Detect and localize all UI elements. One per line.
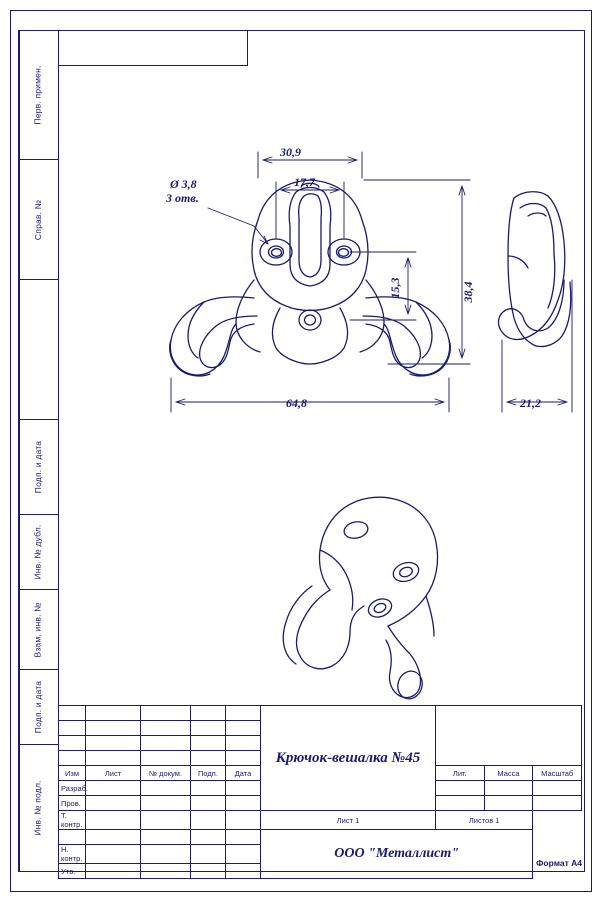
tb-empty bbox=[86, 751, 141, 766]
tb-empty bbox=[226, 796, 261, 811]
tb-empty bbox=[226, 781, 261, 796]
side-cell-blank-1 bbox=[18, 280, 58, 420]
tb-empty bbox=[59, 751, 86, 766]
tb-header-masshtab: Масштаб bbox=[533, 766, 582, 781]
tb-empty bbox=[59, 706, 86, 721]
tb-role-razrab: Разраб. bbox=[59, 781, 86, 796]
dim-width-mount: 30,9 bbox=[280, 145, 301, 159]
tb-empty bbox=[141, 830, 191, 845]
tb-empty bbox=[191, 830, 226, 845]
tb-empty bbox=[86, 796, 141, 811]
tb-empty bbox=[191, 796, 226, 811]
dim-depth-side: 21,2 bbox=[520, 396, 541, 410]
tb-value-massa bbox=[484, 781, 533, 796]
dim-width-holes: 17,7 bbox=[294, 175, 315, 189]
tb-empty bbox=[86, 781, 141, 796]
side-cell-vzam-inv bbox=[18, 590, 58, 670]
side-label: Подп. и дата bbox=[32, 680, 43, 734]
tb-value-massa2 bbox=[484, 796, 533, 811]
annotation-hole-diameter: Ø 3,8 bbox=[170, 177, 197, 191]
side-cell-podp-i-data-2 bbox=[18, 670, 58, 745]
tb-empty bbox=[191, 721, 226, 736]
title-block bbox=[58, 705, 582, 876]
side-cell-sprav-no bbox=[18, 160, 58, 280]
part-name-cell: Крючок-вешалка №45 bbox=[261, 706, 436, 811]
tb-empty bbox=[191, 736, 226, 751]
sheet-format-label: Формат А4 bbox=[536, 858, 582, 868]
tb-empty bbox=[226, 736, 261, 751]
tb-empty bbox=[141, 796, 191, 811]
side-label: Подп. и дата bbox=[32, 440, 43, 494]
dim-width-total: 64,8 bbox=[286, 396, 307, 410]
tb-empty bbox=[141, 781, 191, 796]
tb-list-number: Лист 1 bbox=[261, 811, 436, 830]
tb-header-nodokum: № докум. bbox=[141, 766, 191, 781]
tb-header-list: Лист bbox=[86, 766, 141, 781]
dim-height-mid: 15,3 bbox=[388, 277, 402, 299]
side-cell-inv-podl bbox=[18, 745, 58, 870]
tb-empty bbox=[59, 721, 86, 736]
tb-header-podp: Подп. bbox=[191, 766, 226, 781]
side-cell-perv-primen bbox=[18, 30, 58, 160]
part-drawing-svg bbox=[58, 30, 582, 730]
tb-value-masshtab bbox=[533, 781, 582, 796]
dim-height-total: 38,4 bbox=[461, 281, 475, 303]
side-label: Инв. № дубл. bbox=[32, 524, 43, 580]
tb-role-prov: Пров. bbox=[59, 796, 86, 811]
tb-header-data: Дата bbox=[226, 766, 261, 781]
tb-empty bbox=[191, 751, 226, 766]
tb-empty-right bbox=[436, 706, 582, 766]
tb-empty bbox=[226, 830, 261, 845]
tb-header-izm: Изм bbox=[59, 766, 86, 781]
tb-empty bbox=[59, 736, 86, 751]
tb-empty bbox=[141, 751, 191, 766]
tb-value-lit bbox=[436, 781, 485, 796]
tb-listov-number: Листов 1 bbox=[436, 811, 533, 830]
tb-header-lit: Лит. bbox=[436, 766, 485, 781]
tb-empty bbox=[86, 706, 141, 721]
tb-role-blank bbox=[59, 830, 86, 845]
side-label: Взам. инв. № bbox=[33, 601, 43, 658]
tb-empty bbox=[191, 781, 226, 796]
tb-value-masshtab2 bbox=[533, 796, 582, 811]
tb-role-nkontr: Н. контр. bbox=[59, 845, 86, 864]
tb-header-massa: Масса bbox=[484, 766, 533, 781]
tb-empty bbox=[86, 830, 141, 845]
tb-empty bbox=[141, 721, 191, 736]
tb-empty bbox=[226, 811, 261, 830]
tb-empty bbox=[226, 706, 261, 721]
side-label: Перв. примен. bbox=[32, 64, 43, 125]
tb-empty bbox=[141, 811, 191, 830]
tb-empty bbox=[86, 811, 141, 830]
tb-empty bbox=[226, 751, 261, 766]
tb-empty bbox=[86, 721, 141, 736]
annotation-hole-count: 3 отв. bbox=[166, 191, 199, 205]
tb-empty bbox=[86, 736, 141, 751]
tb-empty bbox=[191, 706, 226, 721]
side-label: Инв. № подл. bbox=[32, 779, 43, 836]
tb-empty bbox=[226, 721, 261, 736]
company-name-cell: ООО "Металлист" bbox=[261, 830, 533, 879]
tb-role-utv: Утв. bbox=[59, 864, 86, 879]
side-cell-inv-dubl bbox=[18, 515, 58, 590]
tb-empty bbox=[191, 811, 226, 830]
tb-role-tkontr: Т. контр. bbox=[59, 811, 86, 830]
tb-empty bbox=[141, 736, 191, 751]
tb-value-lit2 bbox=[436, 796, 485, 811]
side-cell-podp-i-data-1 bbox=[18, 420, 58, 515]
side-label: Справ. № bbox=[33, 199, 43, 240]
tb-empty bbox=[141, 706, 191, 721]
